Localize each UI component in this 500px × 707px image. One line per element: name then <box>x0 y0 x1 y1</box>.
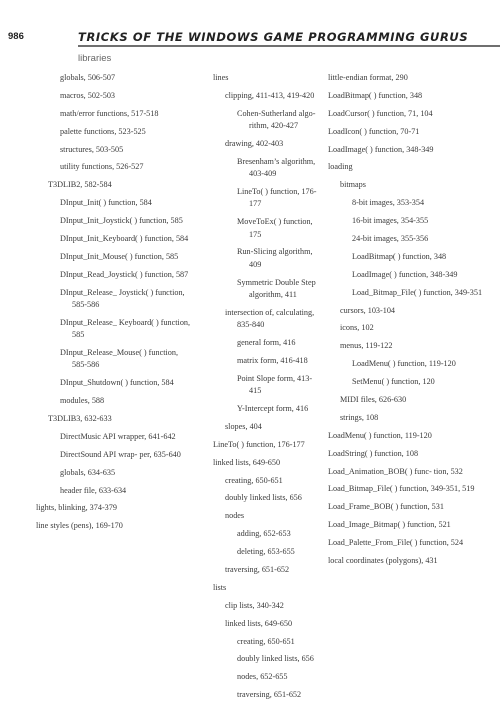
index-entry <box>201 403 321 415</box>
index-entry-text: Y-Intercept form, 416 <box>237 403 309 413</box>
index-entry-text: globals, 506-507 <box>60 73 116 82</box>
index-entry-text: header file, 633-634 <box>60 485 127 495</box>
index-entry-text: LoadIcon( ) function, 70-71 <box>328 126 420 136</box>
index-entry-text: drawing, 402-403 <box>225 138 284 148</box>
index-entry-text: Load_Bitmap_File( ) function, 349-351, 519 <box>328 484 475 494</box>
index-entry-text: traversing, 651-652 <box>237 690 302 700</box>
index-entry-text: icons, 102 <box>340 323 374 333</box>
index-entry-text: globals, 634-635 <box>60 467 116 477</box>
index-entry <box>316 197 494 209</box>
index-entry <box>316 448 494 460</box>
index-entry <box>316 430 494 442</box>
index-entry <box>201 689 321 701</box>
index-entry-text: nodes <box>225 511 245 521</box>
index-entry <box>316 251 494 263</box>
index-entry-text: DirectMusic API wrapper, 641-642 <box>60 431 176 441</box>
index-entry <box>24 179 194 191</box>
index-entry <box>24 126 194 138</box>
index-entry <box>316 394 494 406</box>
index-entry <box>201 564 321 576</box>
index-entry-text: T3DLIB2, 582-584 <box>48 180 112 190</box>
index-entry-text: strings, 108 <box>340 412 379 422</box>
index-entry-text: linked lists, 649-650 <box>213 457 281 467</box>
index-entry <box>201 618 321 630</box>
index-entry <box>316 537 494 549</box>
index-entry-text: LoadImage( ) function, 348-349 <box>328 144 434 154</box>
index-entry <box>201 421 321 433</box>
index-entry-text: creating, 650-651 <box>225 475 283 485</box>
index-entry-text: adding, 652-653 <box>237 529 291 539</box>
index-entry <box>201 246 321 271</box>
index-entry-text: SetMenu( ) function, 120 <box>352 377 435 387</box>
index-entry <box>24 144 194 156</box>
index-entry <box>24 502 194 514</box>
index-entry <box>316 305 494 317</box>
index-entry-text: LoadBitmap( ) function, 348 <box>328 90 423 100</box>
index-entry <box>24 395 194 407</box>
index-entry <box>316 466 494 478</box>
index-entry <box>201 307 321 332</box>
index-entry-text: macros, 502-503 <box>60 90 116 100</box>
index-entry <box>316 287 494 299</box>
index-entry <box>316 483 494 495</box>
index-entry <box>201 90 321 102</box>
index-entry <box>201 653 321 665</box>
index-entry <box>201 600 321 612</box>
index-entry-text: LoadString( ) function, 108 <box>328 448 419 458</box>
index-entry <box>316 179 494 191</box>
index-entry <box>201 108 321 133</box>
index-entry-text: menus, 119-122 <box>340 341 393 351</box>
index-entry <box>24 317 194 342</box>
index-entry <box>316 233 494 245</box>
index-column-1 <box>24 72 194 538</box>
index-entry <box>24 251 194 263</box>
index-entry <box>24 467 194 479</box>
index-entry-text: Load_Frame_BOB( ) function, 531 <box>328 502 444 512</box>
index-entry-text: LineTo( ) function, 176-177 <box>213 439 305 449</box>
index-entry <box>201 492 321 504</box>
index-entry-text: 8-bit images, 353-354 <box>352 198 425 208</box>
index-entry-text: MIDI files, 626-630 <box>340 395 407 405</box>
index-entry-text: Load_Palette_From_File( ) function, 524 <box>328 538 464 548</box>
index-entry-text: lists <box>213 582 227 592</box>
index-entry <box>316 108 494 120</box>
index-entry-text: Load_Bitmap_File( ) function, 349-351 <box>352 287 483 297</box>
index-entry-text: LoadImage( ) function, 348-349 <box>352 269 458 279</box>
index-entry-text: LoadCursor( ) function, 71, 104 <box>328 108 433 118</box>
index-entry-text: traversing, 651-652 <box>225 564 290 574</box>
index-entry-text: Point Slope form, 413-415 <box>237 373 313 396</box>
index-entry <box>24 90 194 102</box>
index-entry-text: LoadMenu( ) function, 119-120 <box>352 359 456 369</box>
index-entry-text: 16-bit images, 354-355 <box>352 216 429 226</box>
index-entry <box>24 108 194 120</box>
index-entry-text: DInput_Init_Keyboard( ) function, 584 <box>60 234 189 244</box>
index-entry <box>316 144 494 156</box>
index-entry <box>316 161 494 173</box>
index-entry-text: bitmaps <box>340 180 366 190</box>
index-entry <box>316 501 494 513</box>
index-entry-text: Load_Image_Bitmap( ) function, 521 <box>328 520 451 530</box>
index-entry-text: T3DLIB3, 632-633 <box>48 414 112 424</box>
section-label: libraries <box>78 53 112 64</box>
index-entry-text: structures, 503-505 <box>60 144 124 154</box>
index-entry-text: linked lists, 649-650 <box>225 618 293 628</box>
index-entry <box>201 439 321 451</box>
index-entry-text: nodes, 652-655 <box>237 672 288 682</box>
index-entry-text: Symmetric Double Step algorithm, 411 <box>237 277 316 299</box>
index-entry-text: DInput_Init_Joystick( ) function, 585 <box>60 216 183 226</box>
index-entry <box>316 412 494 424</box>
index-entry-text: DInput_Release_ Keyboard( ) function, 585 <box>60 317 191 340</box>
index-entry <box>24 72 194 84</box>
index-entry <box>316 322 494 334</box>
index-entry <box>201 510 321 522</box>
index-entry <box>24 520 194 532</box>
index-entry <box>316 519 494 531</box>
index-entry-text: clipping, 411-413, 419-420 <box>225 90 315 100</box>
index-entry <box>316 269 494 281</box>
running-head: TRICKS OF THE WINDOWS GAME PROGRAMMING GURUS <box>78 30 469 44</box>
index-entry <box>201 355 321 367</box>
index-entry <box>201 216 321 241</box>
index-entry <box>316 215 494 227</box>
index-entry <box>24 413 194 425</box>
index-entry <box>24 377 194 389</box>
index-entry-text: general form, 416 <box>237 337 296 347</box>
index-entry-text: little-endian format, 290 <box>328 73 408 82</box>
index-entry <box>316 72 494 84</box>
index-entry <box>201 373 321 398</box>
index-entry <box>316 358 494 370</box>
index-entry <box>24 287 194 312</box>
index-entry <box>201 277 321 302</box>
index-entry-text: doubly linked lists, 656 <box>225 493 302 503</box>
index-entry-text: math/error functions, 517-518 <box>60 108 159 118</box>
index-entry-text: DInput_Init( ) function, 584 <box>60 198 152 208</box>
index-entry-text: 24-bit images, 355-356 <box>352 234 429 244</box>
index-entry <box>201 186 321 211</box>
index-entry <box>24 215 194 227</box>
index-entry-text: LineTo( ) function, 176-177 <box>237 187 317 209</box>
index-entry <box>201 156 321 181</box>
index-entry <box>316 340 494 352</box>
index-entry <box>201 636 321 648</box>
index-entry <box>316 126 494 138</box>
index-entry-text: palette functions, 523-525 <box>60 126 146 136</box>
index-entry <box>316 376 494 388</box>
index-entry <box>201 138 321 150</box>
index-entry <box>201 457 321 469</box>
index-entry <box>24 449 194 461</box>
index-entry-text: LoadBitmap( ) function, 348 <box>352 251 447 261</box>
index-entry-text: creating, 650-651 <box>237 636 295 646</box>
index-entry <box>201 546 321 558</box>
index-entry-text: DInput_Read_Joystick( ) function, 587 <box>60 269 189 279</box>
index-entry-text: DInput_Shutdown( ) function, 584 <box>60 378 174 388</box>
index-entry <box>316 555 494 567</box>
index-entry-text: slopes, 404 <box>225 421 262 431</box>
index-entry <box>201 475 321 487</box>
index-entry <box>201 582 321 594</box>
index-entry-text: DirectSound API wrap- per, 635-640 <box>60 449 181 459</box>
index-entry-text: MoveToEx( ) function, 175 <box>237 217 313 239</box>
index-entry <box>24 161 194 173</box>
index-entry-text: utility functions, 526-527 <box>60 162 144 172</box>
index-entry-text: lights, blinking, 374-379 <box>36 503 117 513</box>
index-entry <box>201 671 321 683</box>
index-entry <box>24 485 194 497</box>
index-entry <box>24 347 194 372</box>
index-column-3 <box>316 72 494 573</box>
index-entry <box>24 233 194 245</box>
index-entry-text: Bresenham’s algorithm, 403-409 <box>237 156 316 179</box>
index-entry-text: matrix form, 416-418 <box>237 355 308 365</box>
index-entry-text: DInput_Init_Mouse( ) function, 585 <box>60 251 179 261</box>
index-entry-text: modules, 588 <box>60 396 105 406</box>
index-column-2 <box>201 72 321 707</box>
header-rule <box>78 45 500 47</box>
index-entry-text: local coordinates (polygons), 431 <box>328 556 438 566</box>
index-entry-text: DInput_Release_ Joystick( ) function, 585-586 <box>60 287 185 309</box>
index-entry-text: Cohen-Sutherland algo- rithm, 420-427 <box>237 108 316 131</box>
index-entry-text: loading <box>328 162 353 172</box>
index-entry-text: cursors, 103-104 <box>340 305 396 315</box>
index-entry-text: deleting, 653-655 <box>237 547 295 557</box>
index-entry-text: doubly linked lists, 656 <box>237 654 314 664</box>
index-entry-text: intersection of, calculating, 835-840 <box>225 307 315 330</box>
index-entry-text: DInput_Release_Mouse( ) function, 585-586 <box>60 348 179 370</box>
index-entry-text: clip lists, 340-342 <box>225 600 284 610</box>
index-entry <box>316 90 494 102</box>
index-entry <box>201 72 321 84</box>
index-entry <box>24 197 194 209</box>
index-entry <box>24 269 194 281</box>
index-entry-text: Run-Slicing algorithm, 409 <box>237 247 313 269</box>
index-entry <box>24 431 194 443</box>
index-entry <box>201 337 321 349</box>
index-entry-text: LoadMenu( ) function, 119-120 <box>328 430 432 440</box>
index-entry-text: line styles (pens), 169-170 <box>36 521 123 531</box>
index-entry-text: Load_Animation_BOB( ) func- tion, 532 <box>328 466 463 476</box>
page-number: 986 <box>8 31 24 42</box>
index-entry-text: lines <box>213 73 229 82</box>
index-entry <box>201 528 321 540</box>
